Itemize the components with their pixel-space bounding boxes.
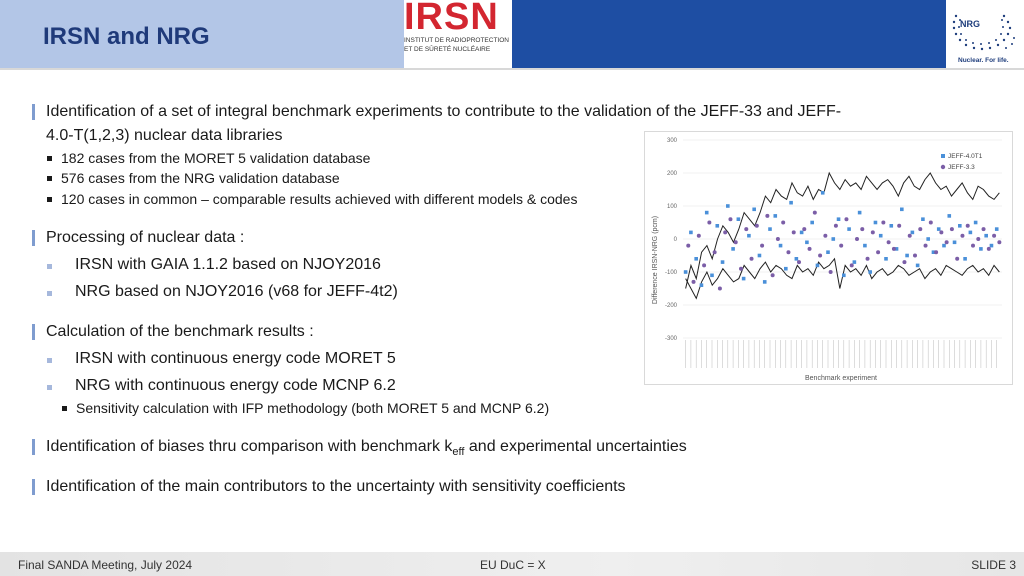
chart-point-jeff4 — [810, 221, 814, 225]
chart-point-jeff33 — [924, 244, 928, 248]
sub-bullet-moret-cases: 182 cases from the MORET 5 validation database — [61, 150, 371, 166]
legend-label-jeff33: JEFF-3.3 — [948, 164, 975, 171]
chart-point-jeff4 — [726, 204, 730, 208]
chart-point-jeff4 — [884, 257, 888, 261]
chart-point-jeff4 — [694, 257, 698, 261]
chart-point-jeff33 — [686, 244, 690, 248]
irsn-subtitle-line-2: ET DE SÛRETÉ NUCLÉAIRE — [404, 46, 491, 53]
chart-point-jeff4 — [752, 208, 756, 212]
chart-y-tick-label: 0 — [673, 237, 677, 243]
chart-point-jeff33 — [818, 254, 822, 258]
chart-point-jeff4 — [742, 277, 746, 281]
chart-point-jeff33 — [792, 230, 796, 234]
chart-point-jeff33 — [997, 240, 1001, 244]
chart-point-jeff33 — [713, 250, 717, 254]
chart-point-jeff4 — [831, 237, 835, 241]
bullet-biases — [32, 435, 976, 464]
bullet-bar — [32, 230, 35, 246]
chart-point-jeff4 — [995, 227, 999, 231]
chart-point-jeff4 — [858, 211, 862, 215]
chart-point-jeff33 — [697, 234, 701, 238]
chart-point-jeff33 — [692, 280, 696, 284]
bullet-bar — [32, 439, 35, 455]
chart-point-jeff33 — [776, 237, 780, 241]
footer-slide-number: SLIDE 3 — [971, 558, 1016, 572]
chart-point-jeff4 — [737, 217, 741, 221]
chart-point-jeff33 — [771, 273, 775, 277]
header-blue-band — [512, 0, 946, 68]
chart-point-jeff4 — [984, 234, 988, 238]
chart-point-jeff33 — [860, 227, 864, 231]
bullet-contributors-text: Identification of the main contributors to the uncertainty with sensitivity coefficients — [46, 478, 626, 495]
chart-point-jeff33 — [718, 287, 722, 291]
chart-point-jeff4 — [747, 234, 751, 238]
chart-point-jeff33 — [887, 240, 891, 244]
chart-point-jeff33 — [881, 221, 885, 225]
chart-point-jeff4 — [758, 254, 762, 258]
chart-point-jeff33 — [929, 221, 933, 225]
chart-point-jeff33 — [992, 234, 996, 238]
chart-point-jeff33 — [850, 263, 854, 267]
bullet-bar — [32, 104, 35, 120]
sub-bullet-sensitivity-ifp: Sensitivity calculation with IFP methodology (both MORET 5 and MCNP 6.2) — [76, 400, 550, 416]
chart-point-jeff4 — [911, 231, 915, 235]
chart-point-jeff33 — [897, 224, 901, 228]
chart-point-jeff4 — [842, 274, 846, 278]
chart-point-jeff33 — [844, 217, 848, 221]
chart-lower-envelope-line — [686, 259, 1000, 299]
title-box — [0, 0, 404, 68]
biases-text-pre: Identification of biases thru comparison with benchmark k — [46, 438, 453, 455]
chart-point-jeff33 — [866, 257, 870, 261]
keff-subscript: eff — [452, 446, 465, 459]
chart-point-jeff4 — [958, 224, 962, 228]
chart-point-jeff4 — [947, 214, 951, 218]
chart-point-jeff33 — [987, 247, 991, 251]
chart-point-jeff33 — [918, 227, 922, 231]
difference-scatter-chart — [645, 132, 1012, 384]
chart-point-jeff4 — [763, 280, 767, 284]
chart-point-jeff33 — [934, 250, 938, 254]
chart-point-jeff4 — [889, 224, 893, 228]
bullet-calculation-text: Calculation of the benchmark results : — [46, 323, 314, 340]
chart-point-jeff33 — [966, 224, 970, 228]
chart-point-jeff4 — [847, 227, 851, 231]
chart-point-jeff33 — [734, 240, 738, 244]
chart-point-jeff33 — [755, 224, 759, 228]
chart-point-jeff4 — [789, 201, 793, 205]
chart-point-jeff33 — [939, 230, 943, 234]
chart-point-jeff4 — [979, 247, 983, 251]
slide-footer — [0, 552, 1024, 576]
legend-label-jeff4: JEFF-4.0T1 — [948, 153, 983, 160]
irsn-subtitle-line-1: INSTITUT DE RADIOPROTECTION — [404, 37, 509, 44]
chart-point-jeff4 — [689, 231, 693, 235]
chart-point-jeff4 — [868, 270, 872, 274]
chart-point-jeff33 — [950, 227, 954, 231]
chart-point-jeff33 — [892, 247, 896, 251]
chart-point-jeff4 — [937, 227, 941, 231]
chart-point-jeff33 — [960, 234, 964, 238]
sub-bullet-nrg-cases: 576 cases from the NRG validation database — [61, 170, 340, 186]
bullet-bar — [32, 324, 35, 340]
bullet-contributors — [32, 475, 976, 499]
chart-legend — [941, 153, 983, 171]
chart-point-jeff4 — [710, 274, 714, 278]
chart-point-jeff4 — [921, 217, 925, 221]
chart-point-jeff4 — [953, 241, 957, 245]
chart-point-jeff4 — [715, 224, 719, 228]
chart-point-jeff4 — [821, 191, 825, 195]
chart-point-jeff33 — [802, 227, 806, 231]
chart-point-jeff33 — [797, 260, 801, 264]
chart-point-jeff33 — [750, 257, 754, 261]
chart-point-jeff4 — [731, 247, 735, 251]
bullet-biases-text — [32, 435, 976, 464]
chart-point-jeff33 — [728, 217, 732, 221]
chart-point-jeff4 — [974, 221, 978, 225]
chart-point-jeff4 — [795, 257, 799, 261]
chart-point-jeff33 — [971, 244, 975, 248]
nrg-logo — [946, 0, 1024, 68]
chart-x-axis-label: Benchmark experiment — [805, 375, 877, 382]
chart-point-jeff4 — [963, 257, 967, 261]
sub-bullet-common-cases: 120 cases in common – comparable results achieved with different models & codes — [61, 191, 578, 207]
bullet-bar — [32, 479, 35, 495]
header-divider — [0, 68, 1024, 70]
chart-point-jeff4 — [800, 231, 804, 235]
chart-point-jeff4 — [969, 231, 973, 235]
chart-point-jeff33 — [855, 237, 859, 241]
irsn-logo — [404, 0, 512, 68]
chart-point-jeff4 — [926, 237, 930, 241]
chart-point-jeff4 — [905, 254, 909, 258]
chart-y-tick-label: -200 — [664, 303, 677, 309]
sub-bullet-nrg-mcnp: NRG with continuous energy code MCNP 6.2 — [75, 374, 396, 398]
chart-point-jeff4 — [805, 241, 809, 245]
biases-text-post: and experimental uncertainties — [464, 438, 687, 455]
chart-point-jeff4 — [863, 244, 867, 248]
chart-point-jeff4 — [942, 244, 946, 248]
chart-point-jeff33 — [829, 270, 833, 274]
chart-point-jeff33 — [955, 257, 959, 261]
chart-point-jeff33 — [876, 250, 880, 254]
chart-point-jeff4 — [700, 283, 704, 287]
footer-classification: EU DuC = X — [480, 558, 546, 572]
chart-point-jeff4 — [879, 234, 883, 238]
chart-point-jeff33 — [945, 240, 949, 244]
chart-point-jeff33 — [786, 250, 790, 254]
chart-point-jeff33 — [744, 227, 748, 231]
chart-point-jeff4 — [826, 250, 830, 254]
chart-point-jeff4 — [816, 264, 820, 268]
chart-point-jeff33 — [902, 260, 906, 264]
chart-point-jeff4 — [916, 264, 920, 268]
bullet-benchmarks-line-2: 4.0-T(1,2,3) nuclear data libraries — [46, 127, 283, 144]
chart-point-jeff4 — [684, 270, 688, 274]
chart-point-jeff33 — [871, 230, 875, 234]
chart-point-jeff33 — [765, 214, 769, 218]
chart-point-jeff4 — [837, 217, 841, 221]
sub-bullet-irsn-gaia: IRSN with GAIA 1.1.2 based on NJOY2016 — [75, 253, 381, 277]
footer-meeting: Final SANDA Meeting, July 2024 — [18, 558, 193, 572]
slide-header — [0, 0, 1024, 70]
nrg-logo-text: NRG — [960, 19, 980, 29]
chart-y-tick-label: -300 — [664, 336, 677, 342]
sub-bullet-irsn-moret: IRSN with continuous energy code MORET 5 — [75, 347, 396, 371]
chart-point-jeff4 — [990, 244, 994, 248]
irsn-logo-text: IRSN — [404, 0, 499, 38]
slide-title: IRSN and NRG — [43, 23, 210, 50]
sub-bullet-nrg-njoy: NRG based on NJOY2016 (v68 for JEFF-4t2) — [75, 280, 398, 304]
chart-point-jeff4 — [705, 211, 709, 215]
bullet-benchmarks-line-1: Identification of a set of integral benchmark experiments to contribute to the validation of the JEFF-33 and JEFF- — [46, 103, 842, 120]
chart-point-jeff33 — [834, 224, 838, 228]
chart-container — [644, 131, 1013, 385]
chart-point-jeff33 — [839, 244, 843, 248]
chart-point-jeff4 — [853, 260, 857, 264]
chart-y-tick-label: 300 — [666, 138, 677, 144]
irsn-logo-subtitle — [404, 36, 509, 54]
chart-point-jeff33 — [913, 254, 917, 258]
chart-point-jeff4 — [768, 227, 772, 231]
chart-point-jeff33 — [781, 221, 785, 225]
chart-point-jeff33 — [739, 267, 743, 271]
chart-point-jeff33 — [702, 263, 706, 267]
chart-point-jeff33 — [823, 234, 827, 238]
chart-point-jeff4 — [900, 208, 904, 212]
chart-point-jeff4 — [784, 267, 788, 271]
chart-point-jeff33 — [813, 211, 817, 215]
chart-point-jeff33 — [707, 221, 711, 225]
chart-point-jeff33 — [982, 227, 986, 231]
nrg-tagline: Nuclear. For life. — [958, 57, 1009, 64]
legend-swatch-jeff33 — [941, 165, 945, 169]
chart-point-jeff4 — [721, 260, 725, 264]
chart-point-jeff4 — [779, 244, 783, 248]
bullet-processing-text: Processing of nuclear data : — [46, 229, 245, 246]
chart-y-tick-label: -100 — [664, 270, 677, 276]
chart-point-jeff33 — [760, 244, 764, 248]
chart-point-jeff4 — [874, 221, 878, 225]
chart-point-jeff4 — [773, 214, 777, 218]
chart-point-jeff33 — [808, 247, 812, 251]
chart-y-tick-label: 100 — [666, 204, 677, 210]
chart-y-axis-label: Difference IRSN-NRG (pcm) — [652, 215, 659, 305]
legend-swatch-jeff4 — [941, 154, 945, 158]
chart-point-jeff33 — [908, 234, 912, 238]
chart-y-tick-label: 200 — [666, 171, 677, 177]
chart-point-jeff33 — [976, 237, 980, 241]
chart-point-jeff33 — [723, 230, 727, 234]
